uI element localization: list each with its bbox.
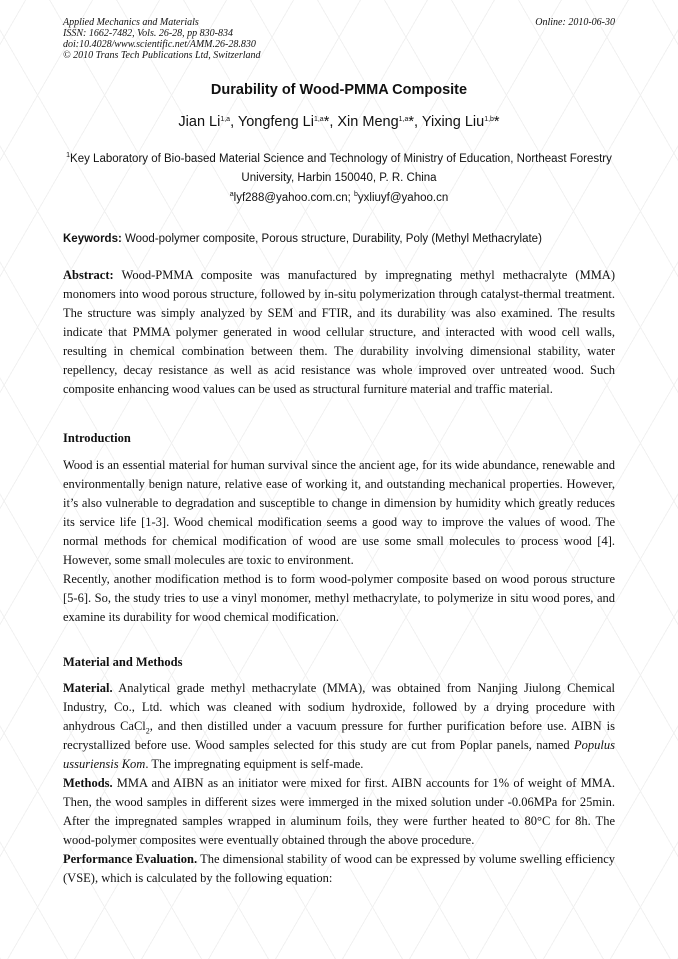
author-name: Xin Meng [337, 114, 399, 130]
abstract [63, 266, 615, 399]
author-separator: , [230, 114, 238, 130]
doi-line: doi:10.4028/www.scientific.net/AMM.26-28.830 [63, 39, 256, 50]
author-name: Yongfeng Li [237, 114, 314, 130]
introduction-paragraph: Wood is an essential material for human survival since the ancient age, for its wide abundance, renewable and environmentally benign nature, relative ease of working it, and outstanding mechanical properties. However, it’s also vulnerable to degradation and susceptible to change in dimension by humidity which greatly reduces its service life [1-3]. Wood chemical modification seems a good way to improve the values of wood. The normal methods for chemical modification of wood are use some small molecules to process wood [4]. However, some small molecules are toxic to environment. [63, 458, 615, 567]
author-affil-mark: 1,a [313, 116, 324, 123]
journal-header [63, 17, 261, 61]
author-separator: *, [323, 114, 338, 130]
author-separator: *, [408, 114, 422, 130]
author-separator: * [493, 114, 500, 130]
abstract-text: Wood-PMMA composite was manufactured by impregnating methyl methacralyte (MMA) monomers into wood porous structure, followed by in-situ polymerization through catalyst-thermal treatment. The structure was simply analyzed by SEM and FTIR, and its durability was also examined. The results indicate that PMMA polymer generated in wood cellular structure, and interacted with wood cell walls, resulting in chemical combination between them. The durability involving dimensional stability, water repellency, decay resistance as well as acid resistance was whole improved over untreated wood. Such composite enhancing wood values can be used as structural furniture material and traffic material. [63, 268, 615, 396]
author-list [0, 114, 678, 130]
performance-label: Performance Evaluation. [63, 852, 198, 866]
material-text: . The impregnating equipment is self-made. [145, 757, 364, 771]
affiliation-mark: 1 [66, 152, 71, 159]
keywords [63, 233, 615, 245]
introduction-body [63, 456, 615, 627]
keywords-label: Keywords: [63, 233, 122, 245]
email-b: yxliuyf@yahoo.cn [357, 192, 449, 204]
species-name: Populus ussuriensis Kom [63, 738, 615, 771]
author-name: Yixing Liu [421, 114, 485, 130]
affiliation-text: Key Laboratory of Bio-based Material Science and Technology of Ministry of Education, Northeast Forestry University, Harbin 150040, P. R. China [70, 153, 612, 184]
email-line [0, 192, 678, 204]
journal-name: Applied Mechanics and Materials [63, 17, 199, 28]
methods-text: MMA and AIBN as an initiator were mixed for first. AIBN accounts for 1% of weight of MMA. Then, the wood samples in different sizes were immerged in the mixed solution under -0.06MPa for 25min. After the impregnated samples wrapped in aluminum foils, they were further heated to 80°C for 8h. The wood-polymer composites were eventually obtained through the above procedure. [63, 776, 615, 847]
material-text: , and then distilled under a vacuum pressure for further purification before use. AIBN is recrystallized before use. Wood samples selected for this study are cut from Poplar panels, named [63, 719, 615, 752]
methods-heading: Material and Methods [63, 655, 183, 669]
author-affil-mark: 1,a [220, 116, 231, 123]
subscript-2: 2 [145, 726, 150, 736]
copyright-line: © 2010 Trans Tech Publications Ltd, Switzerland [63, 50, 261, 61]
introduction-paragraph: Recently, another modification method is to form wood-polymer composite based on wood porous structure [5-6]. So, the study tries to use a vinyl monomer, methyl methacrylate, to polymerize in situ wood pores, and examine its durability for wood chemical modification. [63, 572, 615, 624]
paper-title: Durability of Wood-PMMA Composite [210, 82, 468, 98]
introduction-heading: Introduction [63, 431, 131, 445]
methods-body [63, 679, 615, 888]
author-name: Jian Li [178, 114, 221, 130]
issn-line: ISSN: 1662-7482, Vols. 26-28, pp 830-834 [63, 28, 233, 39]
material-label: Material. [63, 681, 113, 695]
email-mark-a: a [229, 191, 234, 198]
online-date: Online: 2010-06-30 [535, 17, 615, 28]
abstract-label: Abstract: [63, 268, 114, 282]
performance-text: The dimensional stability of wood can be expressed by volume swelling efficiency (VSE), which is calculated by the following equation: [63, 852, 616, 885]
keywords-text: Wood-polymer composite, Porous structure, Durability, Poly (Methyl Methacrylate) [121, 233, 542, 245]
author-affil-mark: 1,a [398, 116, 409, 123]
email-a: lyf288@yahoo.com.cn; [233, 192, 355, 204]
methods-label: Methods. [63, 776, 113, 790]
author-affil-mark: 1,b [484, 116, 494, 123]
affiliation [63, 150, 615, 188]
email-mark-b: b [354, 191, 358, 198]
material-text: Analytical grade methyl methacrylate (MMA), was obtained from Nanjing Jiulong Chemical Industry, Co., Ltd. which was cleaned with sodium hydroxide, followed by a drying procedure with anhydrous CaCl [63, 681, 615, 733]
